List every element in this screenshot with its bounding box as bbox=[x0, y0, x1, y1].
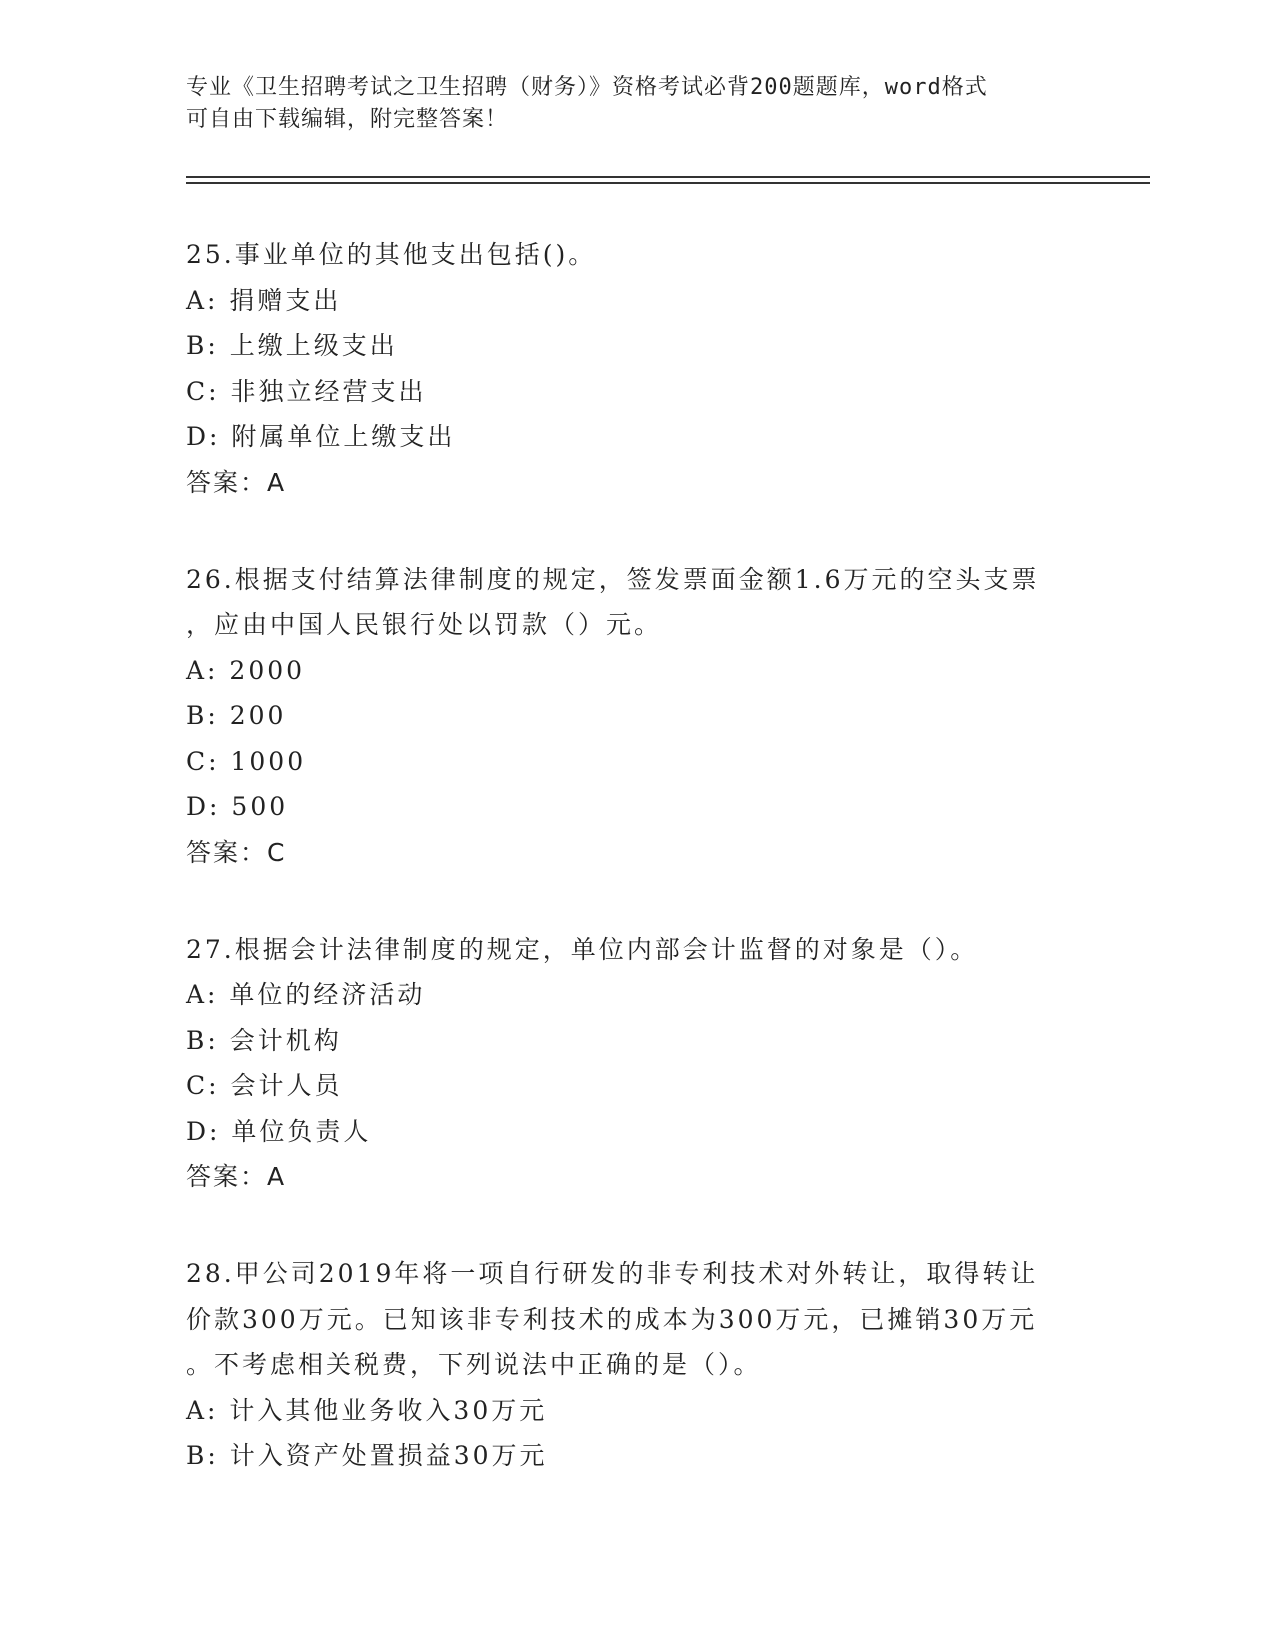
option-d: D: 附属单位上缴支出 bbox=[186, 422, 456, 451]
document-header bbox=[186, 72, 1086, 136]
option-c: C: 1000 bbox=[186, 746, 307, 776]
option-b: B: 会计机构 bbox=[186, 1025, 342, 1055]
option-c: C: 非独立经营支出 bbox=[186, 376, 427, 406]
option-a: A: 单位的经济活动 bbox=[186, 980, 426, 1009]
answer-line: 答案：A bbox=[186, 467, 287, 497]
option-a: A: 捐赠支出 bbox=[186, 285, 342, 315]
header-title-line-2: 可自由下载编辑，附完整答案！ bbox=[186, 107, 509, 132]
option-b: B: 上缴上级支出 bbox=[186, 331, 398, 360]
option-a: A: 计入其他业务收入30万元 bbox=[186, 1395, 548, 1425]
option-b: B: 200 bbox=[186, 701, 287, 730]
question-26 bbox=[186, 557, 1086, 875]
question-stem: 27.根据会计法律制度的规定，单位内部会计监督的对象是（）。 bbox=[186, 934, 979, 964]
header-divider-bottom bbox=[186, 182, 1150, 184]
question-stem-continued: 价款300万元。已知该非专利技术的成本为300万元，已摊销30万元 bbox=[186, 1304, 1038, 1334]
question-stem: 28.甲公司2019年将一项自行研发的非专利技术对外转让，取得转让 bbox=[186, 1259, 1039, 1288]
question-27 bbox=[186, 927, 1086, 1200]
header-divider-top bbox=[186, 176, 1150, 178]
option-d: D: 单位负责人 bbox=[186, 1116, 372, 1146]
option-b: B: 计入资产处置损益30万元 bbox=[186, 1441, 548, 1470]
question-stem: 26.根据支付结算法律制度的规定，签发票面金额1.6万元的空头支票 bbox=[186, 564, 1040, 594]
answer-line: 答案：A bbox=[186, 1162, 287, 1191]
question-25 bbox=[186, 232, 1086, 505]
question-28 bbox=[186, 1251, 1086, 1479]
option-c: C: 会计人员 bbox=[186, 1071, 343, 1100]
question-list bbox=[186, 232, 1086, 1531]
option-d: D: 500 bbox=[186, 792, 289, 821]
question-stem-continued: ，应由中国人民银行处以罚款（）元。 bbox=[186, 610, 663, 639]
question-stem-continued: 。不考虑相关税费，下列说法中正确的是（）。 bbox=[186, 1350, 762, 1379]
answer-line: 答案：C bbox=[186, 837, 287, 867]
option-a: A: 2000 bbox=[186, 655, 306, 685]
question-stem: 25.事业单位的其他支出包括()。 bbox=[186, 240, 597, 269]
header-title-line-1: 专业《卫生招聘考试之卫生招聘（财务）》资格考试必背200题题库，word格式 bbox=[186, 75, 988, 100]
